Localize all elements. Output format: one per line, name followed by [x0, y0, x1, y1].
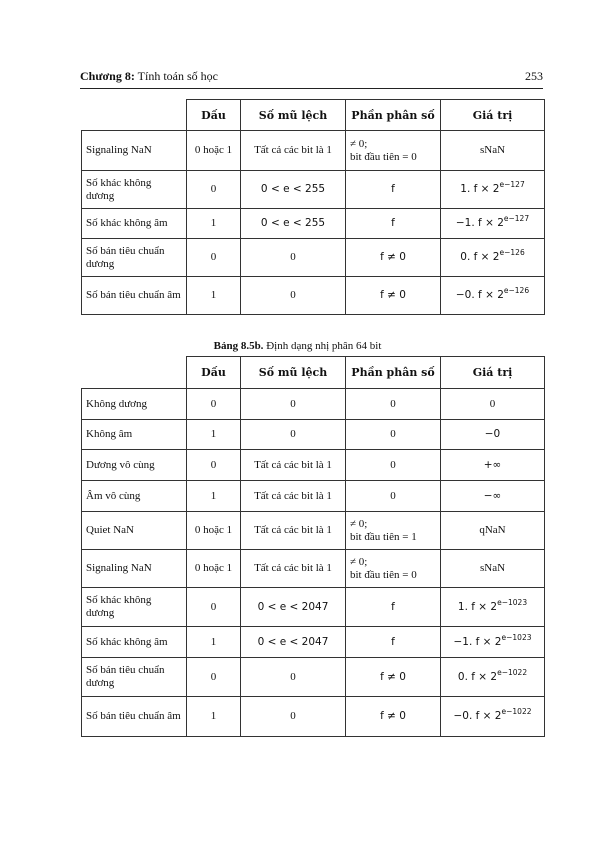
fraction-line-1: f ≠ 0: [380, 710, 406, 722]
col-header-fraction: Phần phân số: [346, 357, 441, 389]
cell-sign: 0: [187, 171, 241, 209]
cell-exponent: Tất cả các bit là 1: [241, 131, 346, 171]
row-label: Số bán tiêu chuẩn âm: [82, 697, 187, 737]
fraction-line-1: f ≠ 0: [380, 251, 406, 263]
cell-exponent: 0 < e < 255: [241, 209, 346, 239]
row-label: Signaling NaN: [82, 550, 187, 588]
row-label: Số khác không dương: [82, 588, 187, 627]
row-label: Âm vô cùng: [82, 481, 187, 512]
fraction-line-1: f: [391, 635, 395, 648]
value-text: +∞: [483, 458, 502, 471]
cell-value: [441, 550, 545, 588]
cell-exponent: 0 < e < 2047: [241, 588, 346, 627]
cell-value: [441, 209, 545, 239]
chapter-title: Tính toán số học: [137, 69, 218, 83]
col-header-exponent: Số mũ lệch: [241, 357, 346, 389]
table-header-row: [82, 357, 545, 389]
table-row: [82, 171, 545, 209]
cell-sign: 1: [187, 481, 241, 512]
cell-fraction: [346, 697, 441, 737]
cell-sign: 1: [187, 627, 241, 658]
fraction-line-1: f: [391, 183, 395, 195]
cell-fraction: [346, 209, 441, 239]
table-row: [82, 450, 545, 481]
col-header-value: Giá trị: [441, 100, 545, 131]
table-row: [82, 420, 545, 450]
cell-exponent: 0: [241, 239, 346, 277]
value-text: −1. f × 2: [453, 635, 502, 648]
row-label: Số khác không âm: [82, 627, 187, 658]
value-text: sNaN: [479, 562, 506, 574]
chapter-label: Chương 8:: [80, 69, 135, 83]
blank-header-cell: [82, 100, 187, 131]
cell-fraction: [346, 512, 441, 550]
cell-exponent: 0: [241, 658, 346, 697]
row-label: Số khác không dương: [82, 171, 187, 209]
cell-fraction: [346, 658, 441, 697]
value-exponent: e−127: [503, 214, 530, 223]
fraction-line-2: bit đầu tiên = 1: [350, 530, 417, 543]
table-row: [82, 627, 545, 658]
cell-fraction: [346, 550, 441, 588]
cell-sign: 0: [187, 389, 241, 420]
value-text: 0. f × 2: [460, 251, 500, 263]
table-32bit-continued: [81, 99, 545, 315]
cell-value: [441, 171, 545, 209]
value-text: −∞: [483, 489, 502, 502]
row-label: Quiet NaN: [82, 512, 187, 550]
page-number: 253: [525, 69, 543, 83]
fraction-line-1: 0: [390, 489, 396, 502]
cell-sign: 0: [187, 239, 241, 277]
value-text: −0. f × 2: [455, 289, 504, 301]
table-row: [82, 239, 545, 277]
value-text: sNaN: [479, 144, 506, 156]
value-text: 0. f × 2: [457, 670, 498, 683]
row-label: Số bán tiêu chuẩn âm: [82, 277, 187, 315]
table-row: [82, 512, 545, 550]
cell-sign: 0: [187, 658, 241, 697]
table-row: [82, 658, 545, 697]
cell-value: [441, 658, 545, 697]
cell-exponent: Tất cả các bit là 1: [241, 450, 346, 481]
cell-fraction: [346, 131, 441, 171]
cell-sign: 0: [187, 450, 241, 481]
table-row: [82, 481, 545, 512]
table-row: [82, 209, 545, 239]
cell-sign: 0: [187, 588, 241, 627]
row-label: Signaling NaN: [82, 131, 187, 171]
col-header-exponent: Số mũ lệch: [241, 100, 346, 131]
cell-sign: 0 hoặc 1: [187, 512, 241, 550]
value-text: −1. f × 2: [455, 217, 504, 229]
cell-value: [441, 389, 545, 420]
row-label: Số bán tiêu chuẩn dương: [82, 658, 187, 697]
cell-sign: 1: [187, 697, 241, 737]
cell-sign: 0 hoặc 1: [187, 550, 241, 588]
cell-exponent: Tất cả các bit là 1: [241, 481, 346, 512]
value-text: qNaN: [479, 524, 506, 536]
row-label: Không dương: [82, 389, 187, 420]
cell-value: [441, 420, 545, 450]
fraction-line-2: bit đầu tiên = 0: [350, 568, 417, 581]
cell-exponent: 0: [241, 389, 346, 420]
cell-value: [441, 588, 545, 627]
table-64bit: [81, 356, 545, 737]
fraction-line-1: ≠ 0;: [350, 517, 368, 530]
col-header-sign: Dấu: [187, 100, 241, 131]
cell-exponent: 0: [241, 277, 346, 315]
cell-value: [441, 627, 545, 658]
value-text: 0: [489, 397, 496, 410]
row-label: Dương vô cùng: [82, 450, 187, 481]
table-row: [82, 277, 545, 315]
value-exponent: e−1023: [501, 632, 532, 642]
cell-value: [441, 131, 545, 171]
value-exponent: e−1022: [501, 707, 532, 716]
fraction-line-1: ≠ 0;: [350, 555, 368, 568]
fraction-line-1: 0: [390, 458, 396, 471]
table-row: [82, 389, 545, 420]
cell-fraction: [346, 239, 441, 277]
table-row: [82, 550, 545, 588]
cell-fraction: [346, 389, 441, 420]
row-label: Số khác không âm: [82, 209, 187, 239]
value-exponent: e−126: [499, 248, 525, 257]
cell-fraction: [346, 588, 441, 627]
cell-value: [441, 481, 545, 512]
value-exponent: e−126: [503, 286, 530, 295]
fraction-line-1: ≠ 0;: [350, 137, 368, 150]
cell-value: [441, 277, 545, 315]
fraction-line-1: f ≠ 0: [380, 289, 406, 301]
blank-header-cell: [82, 357, 187, 389]
row-label: Số bán tiêu chuẩn dương: [82, 239, 187, 277]
fraction-line-1: f: [391, 600, 395, 613]
cell-fraction: [346, 420, 441, 450]
table-row: [82, 697, 545, 737]
cell-exponent: 0 < e < 255: [241, 171, 346, 209]
cell-fraction: [346, 277, 441, 315]
cell-fraction: [346, 481, 441, 512]
fraction-line-1: f: [391, 217, 395, 229]
value-exponent: e−127: [499, 180, 525, 189]
cell-value: [441, 697, 545, 737]
fraction-line-1: f ≠ 0: [380, 670, 406, 683]
cell-exponent: Tất cả các bit là 1: [241, 512, 346, 550]
cell-exponent: 0: [241, 420, 346, 450]
col-header-fraction: Phần phân số: [346, 100, 441, 131]
chapter-heading: [80, 69, 218, 84]
fraction-line-1: 0: [390, 428, 396, 440]
cell-exponent: 0: [241, 697, 346, 737]
table-row: [82, 588, 545, 627]
row-label: Không âm: [82, 420, 187, 450]
table-caption: [0, 340, 595, 352]
value-text: −0: [484, 428, 501, 440]
cell-sign: 1: [187, 209, 241, 239]
cell-exponent: Tất cả các bit là 1: [241, 550, 346, 588]
value-exponent: e−1023: [497, 597, 528, 607]
col-header-value: Giá trị: [441, 357, 545, 389]
table-header-row: [82, 100, 545, 131]
value-text: 1. f × 2: [460, 183, 500, 195]
col-header-sign: Dấu: [187, 357, 241, 389]
page-header: [80, 66, 543, 89]
value-text: 1. f × 2: [457, 600, 498, 613]
cell-sign: 0 hoặc 1: [187, 131, 241, 171]
caption-text: Định dạng nhị phân 64 bit: [266, 340, 382, 352]
caption-label: Bảng 8.5b.: [213, 340, 264, 352]
value-exponent: e−1022: [497, 667, 528, 677]
value-text: −0. f × 2: [453, 710, 502, 722]
cell-value: [441, 450, 545, 481]
cell-fraction: [346, 171, 441, 209]
cell-sign: 1: [187, 420, 241, 450]
cell-fraction: [346, 627, 441, 658]
cell-exponent: 0 < e < 2047: [241, 627, 346, 658]
fraction-line-1: 0: [390, 397, 396, 410]
fraction-line-2: bit đầu tiên = 0: [350, 150, 417, 163]
cell-value: [441, 239, 545, 277]
table-row: [82, 131, 545, 171]
cell-fraction: [346, 450, 441, 481]
cell-sign: 1: [187, 277, 241, 315]
cell-value: [441, 512, 545, 550]
